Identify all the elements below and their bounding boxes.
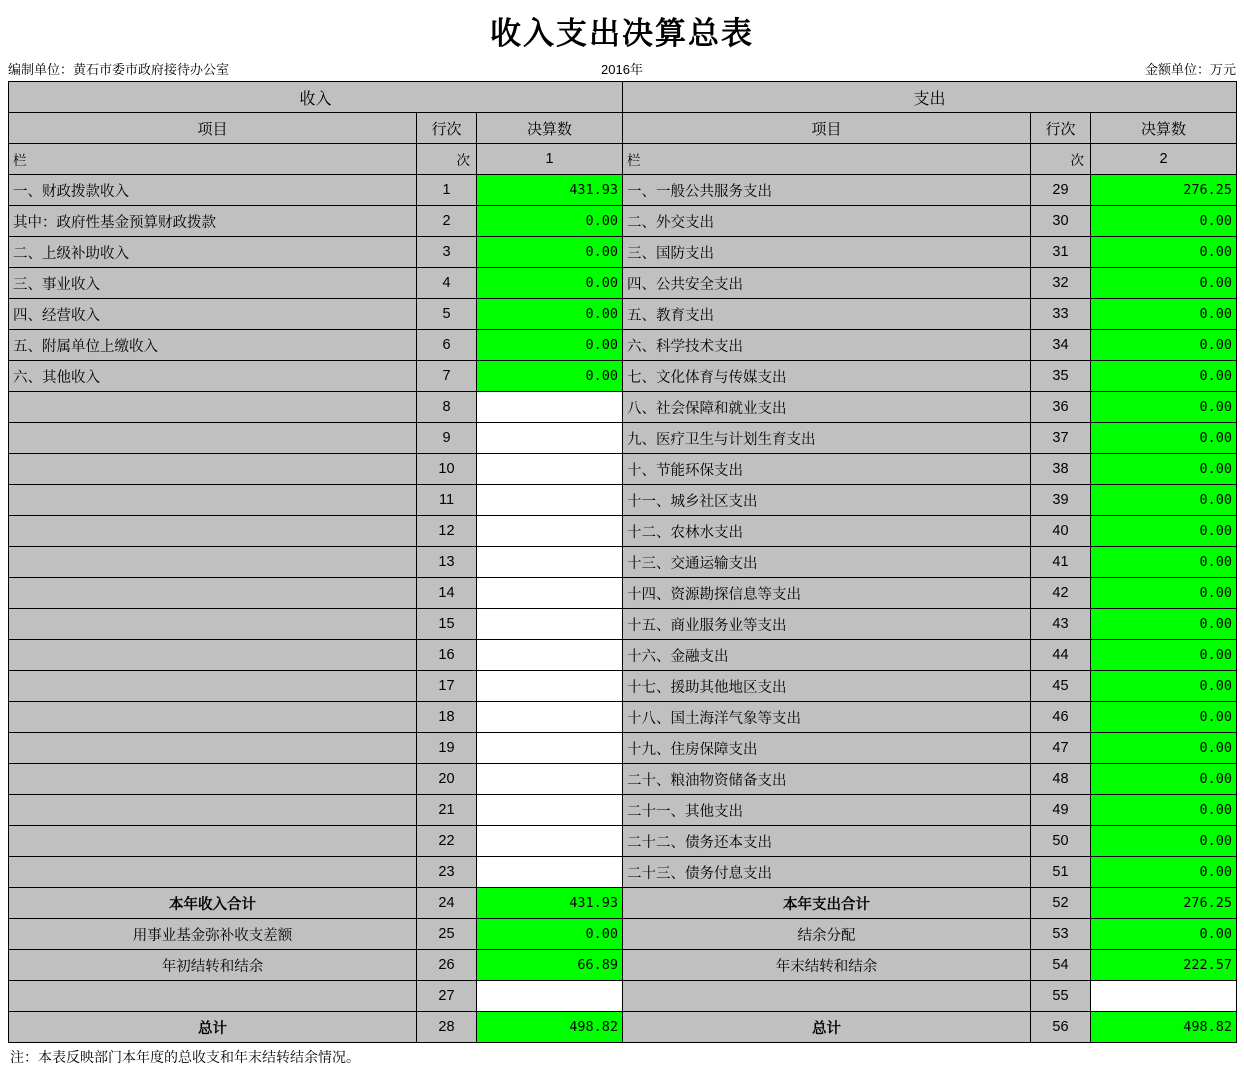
ci-label: 次 (1070, 153, 1084, 168)
income-item: 用事业基金弥补收支差额 (9, 919, 417, 950)
expense-amount: 276.25 (1091, 175, 1237, 206)
expense-amount: 0.00 (1091, 330, 1237, 361)
income-item (9, 981, 417, 1012)
income-line-no: 22 (417, 826, 477, 857)
page-title: 收入支出决算总表 (490, 16, 754, 52)
expense-line-no: 37 (1031, 423, 1091, 454)
income-line-no: 7 (417, 361, 477, 392)
income-section-header: 收入 (9, 82, 623, 113)
expense-item: 十三、交通运输支出 (623, 547, 1031, 578)
income-line-no: 16 (417, 640, 477, 671)
income-amount: 66.89 (477, 950, 623, 981)
expense-item: 十一、城乡社区支出 (623, 485, 1031, 516)
expense-amount: 0.00 (1091, 237, 1237, 268)
expense-line-no: 40 (1031, 516, 1091, 547)
table-row (9, 609, 1237, 640)
expense-item: 十四、资源勘探信息等支出 (623, 578, 1031, 609)
column-number-row (9, 144, 1237, 175)
expense-amount: 0.00 (1091, 826, 1237, 857)
income-lan-cell (9, 144, 417, 175)
expense-line-no: 46 (1031, 702, 1091, 733)
expense-line-no: 51 (1031, 857, 1091, 888)
income-ci-cell (417, 144, 477, 175)
income-item (9, 609, 417, 640)
table-row (9, 454, 1237, 485)
income-item (9, 423, 417, 454)
expense-line-no: 33 (1031, 299, 1091, 330)
expense-line-no: 52 (1031, 888, 1091, 919)
table-row (9, 950, 1237, 981)
expense-line-no: 45 (1031, 671, 1091, 702)
income-amount (477, 764, 623, 795)
income-amount (477, 423, 623, 454)
table-row (9, 206, 1237, 237)
table-row (9, 888, 1237, 919)
expense-line-no: 56 (1031, 1012, 1091, 1043)
income-line-no: 18 (417, 702, 477, 733)
expense-line-no: 31 (1031, 237, 1091, 268)
income-column-number: 1 (477, 144, 623, 175)
income-line-no: 6 (417, 330, 477, 361)
expense-amount-header: 决算数 (1091, 113, 1237, 144)
expense-item: 九、医疗卫生与计划生育支出 (623, 423, 1031, 454)
income-line-no: 26 (417, 950, 477, 981)
income-amount: 0.00 (477, 919, 623, 950)
table-row (9, 733, 1237, 764)
income-item: 其中：政府性基金预算财政拨款 (9, 206, 417, 237)
expense-item: 十八、国土海洋气象等支出 (623, 702, 1031, 733)
expense-section-header: 支出 (623, 82, 1237, 113)
expense-item: 五、教育支出 (623, 299, 1031, 330)
income-line-no: 23 (417, 857, 477, 888)
table-row (9, 1012, 1237, 1043)
expense-ci-cell (1031, 144, 1091, 175)
income-item: 三、事业收入 (9, 268, 417, 299)
income-line-no: 14 (417, 578, 477, 609)
expense-amount: 498.82 (1091, 1012, 1237, 1043)
expense-lan-cell (623, 144, 1031, 175)
income-line-no: 1 (417, 175, 477, 206)
income-amount: 0.00 (477, 330, 623, 361)
table-row (9, 516, 1237, 547)
income-amount (477, 981, 623, 1012)
expense-amount: 0.00 (1091, 361, 1237, 392)
income-item: 四、经营收入 (9, 299, 417, 330)
income-item (9, 454, 417, 485)
expense-amount: 0.00 (1091, 764, 1237, 795)
income-amount (477, 578, 623, 609)
table-row (9, 268, 1237, 299)
expense-line-no: 39 (1031, 485, 1091, 516)
income-amount (477, 826, 623, 857)
expense-amount: 0.00 (1091, 206, 1237, 237)
income-amount (477, 640, 623, 671)
income-line-no: 25 (417, 919, 477, 950)
expense-line-no: 53 (1031, 919, 1091, 950)
compiler-unit: 编制单位：黄石市委市政府接待办公室 (8, 61, 230, 77)
expense-amount: 0.00 (1091, 640, 1237, 671)
income-item: 本年收入合计 (9, 888, 417, 919)
table-row (9, 299, 1237, 330)
amount-unit: 金额单位：万元 (1144, 61, 1236, 77)
income-item (9, 485, 417, 516)
table-row (9, 857, 1237, 888)
income-line-no: 19 (417, 733, 477, 764)
expense-item: 一、一般公共服务支出 (623, 175, 1031, 206)
expense-line-no: 49 (1031, 795, 1091, 826)
income-amount: 0.00 (477, 268, 623, 299)
expense-item: 七、文化体育与传媒支出 (623, 361, 1031, 392)
table-row (9, 702, 1237, 733)
income-amount: 431.93 (477, 175, 623, 206)
table-row (9, 175, 1237, 206)
income-item (9, 795, 417, 826)
expense-item: 八、社会保障和就业支出 (623, 392, 1031, 423)
income-line-no: 8 (417, 392, 477, 423)
income-amount (477, 671, 623, 702)
expense-item: 年末结转和结余 (623, 950, 1031, 981)
income-line-no: 15 (417, 609, 477, 640)
income-item (9, 826, 417, 857)
income-lineno-header: 行次 (417, 113, 477, 144)
income-item (9, 671, 417, 702)
expense-line-no: 55 (1031, 981, 1091, 1012)
expense-amount: 0.00 (1091, 733, 1237, 764)
income-amount: 431.93 (477, 888, 623, 919)
income-item (9, 702, 417, 733)
income-amount (477, 857, 623, 888)
income-line-no: 9 (417, 423, 477, 454)
income-amount (477, 392, 623, 423)
income-amount: 0.00 (477, 206, 623, 237)
income-amount (477, 516, 623, 547)
income-item: 年初结转和结余 (9, 950, 417, 981)
income-item (9, 516, 417, 547)
table-row (9, 330, 1237, 361)
income-item (9, 547, 417, 578)
income-line-no: 20 (417, 764, 477, 795)
expense-line-no: 41 (1031, 547, 1091, 578)
expense-item: 二十一、其他支出 (623, 795, 1031, 826)
income-item (9, 392, 417, 423)
expense-item-header: 项目 (623, 113, 1031, 144)
expense-amount (1091, 981, 1237, 1012)
column-header-row (9, 113, 1237, 144)
table-row (9, 640, 1237, 671)
expense-amount: 0.00 (1091, 609, 1237, 640)
expense-amount: 0.00 (1091, 547, 1237, 578)
income-amount: 0.00 (477, 237, 623, 268)
expense-line-no: 32 (1031, 268, 1091, 299)
income-item: 二、上级补助收入 (9, 237, 417, 268)
expense-item: 二、外交支出 (623, 206, 1031, 237)
income-line-no: 12 (417, 516, 477, 547)
income-item (9, 764, 417, 795)
income-line-no: 17 (417, 671, 477, 702)
income-amount-header: 决算数 (477, 113, 623, 144)
report-page (0, 8, 1244, 1065)
expense-amount: 0.00 (1091, 857, 1237, 888)
income-item-header: 项目 (9, 113, 417, 144)
income-amount (477, 795, 623, 826)
report-year: 2016年 (601, 61, 643, 77)
table-row (9, 423, 1237, 454)
expense-amount: 276.25 (1091, 888, 1237, 919)
income-line-no: 3 (417, 237, 477, 268)
expense-line-no: 47 (1031, 733, 1091, 764)
expense-amount: 222.57 (1091, 950, 1237, 981)
income-line-no: 11 (417, 485, 477, 516)
expense-item: 十九、住房保障支出 (623, 733, 1031, 764)
expense-item: 二十三、债务付息支出 (623, 857, 1031, 888)
table-row (9, 919, 1237, 950)
expense-amount: 0.00 (1091, 454, 1237, 485)
table-row (9, 981, 1237, 1012)
expense-line-no: 35 (1031, 361, 1091, 392)
table-row (9, 826, 1237, 857)
expense-lineno-header: 行次 (1031, 113, 1091, 144)
expense-item: 三、国防支出 (623, 237, 1031, 268)
expense-item: 十五、商业服务业等支出 (623, 609, 1031, 640)
expense-amount: 0.00 (1091, 671, 1237, 702)
income-amount (477, 733, 623, 764)
expense-line-no: 34 (1031, 330, 1091, 361)
expense-line-no: 48 (1031, 764, 1091, 795)
table-row (9, 547, 1237, 578)
expense-amount: 0.00 (1091, 702, 1237, 733)
income-amount (477, 547, 623, 578)
income-amount: 0.00 (477, 299, 623, 330)
expense-line-no: 38 (1031, 454, 1091, 485)
table-row (9, 361, 1237, 392)
income-item (9, 640, 417, 671)
expense-line-no: 54 (1031, 950, 1091, 981)
income-line-no: 2 (417, 206, 477, 237)
income-line-no: 24 (417, 888, 477, 919)
expense-item: 十二、农林水支出 (623, 516, 1031, 547)
income-line-no: 4 (417, 268, 477, 299)
income-item: 总计 (9, 1012, 417, 1043)
table-row (9, 485, 1237, 516)
ci-label: 次 (456, 153, 470, 168)
meta-row (8, 59, 1236, 77)
footer-note: 注：本表反映部门本年度的总收支和年末结转结余情况。 (10, 1049, 360, 1065)
expense-line-no: 30 (1031, 206, 1091, 237)
expense-item: 十六、金融支出 (623, 640, 1031, 671)
income-line-no: 28 (417, 1012, 477, 1043)
lan-label: 栏 (13, 153, 27, 168)
income-amount (477, 609, 623, 640)
income-amount: 498.82 (477, 1012, 623, 1043)
income-line-no: 13 (417, 547, 477, 578)
table-row (9, 578, 1237, 609)
expense-item: 本年支出合计 (623, 888, 1031, 919)
income-item (9, 578, 417, 609)
expense-item: 总计 (623, 1012, 1031, 1043)
income-item (9, 857, 417, 888)
income-line-no: 5 (417, 299, 477, 330)
expense-amount: 0.00 (1091, 485, 1237, 516)
expense-amount: 0.00 (1091, 795, 1237, 826)
expense-amount: 0.00 (1091, 392, 1237, 423)
expense-line-no: 36 (1031, 392, 1091, 423)
expense-amount: 0.00 (1091, 268, 1237, 299)
expense-item (623, 981, 1031, 1012)
expense-column-number: 2 (1091, 144, 1237, 175)
expense-item: 二十二、债务还本支出 (623, 826, 1031, 857)
expense-amount: 0.00 (1091, 919, 1237, 950)
table-row (9, 764, 1237, 795)
expense-item: 四、公共安全支出 (623, 268, 1031, 299)
income-item (9, 733, 417, 764)
income-item: 一、财政拨款收入 (9, 175, 417, 206)
expense-item: 二十、粮油物资储备支出 (623, 764, 1031, 795)
expense-line-no: 50 (1031, 826, 1091, 857)
income-amount (477, 702, 623, 733)
expense-item: 十七、援助其他地区支出 (623, 671, 1031, 702)
expense-line-no: 43 (1031, 609, 1091, 640)
income-item: 六、其他收入 (9, 361, 417, 392)
expense-line-no: 42 (1031, 578, 1091, 609)
expense-amount: 0.00 (1091, 516, 1237, 547)
table-row (9, 392, 1237, 423)
budget-table (8, 81, 1237, 1043)
income-item: 五、附属单位上缴收入 (9, 330, 417, 361)
expense-amount: 0.00 (1091, 299, 1237, 330)
income-amount (477, 454, 623, 485)
table-row (9, 671, 1237, 702)
lan-label: 栏 (627, 153, 641, 168)
table-row (9, 795, 1237, 826)
income-line-no: 27 (417, 981, 477, 1012)
section-header-row (9, 82, 1237, 113)
expense-item: 六、科学技术支出 (623, 330, 1031, 361)
expense-item: 十、节能环保支出 (623, 454, 1031, 485)
income-amount: 0.00 (477, 361, 623, 392)
income-line-no: 21 (417, 795, 477, 826)
income-line-no: 10 (417, 454, 477, 485)
expense-item: 结余分配 (623, 919, 1031, 950)
expense-line-no: 44 (1031, 640, 1091, 671)
income-amount (477, 485, 623, 516)
expense-line-no: 29 (1031, 175, 1091, 206)
expense-amount: 0.00 (1091, 578, 1237, 609)
expense-amount: 0.00 (1091, 423, 1237, 454)
table-row (9, 237, 1237, 268)
